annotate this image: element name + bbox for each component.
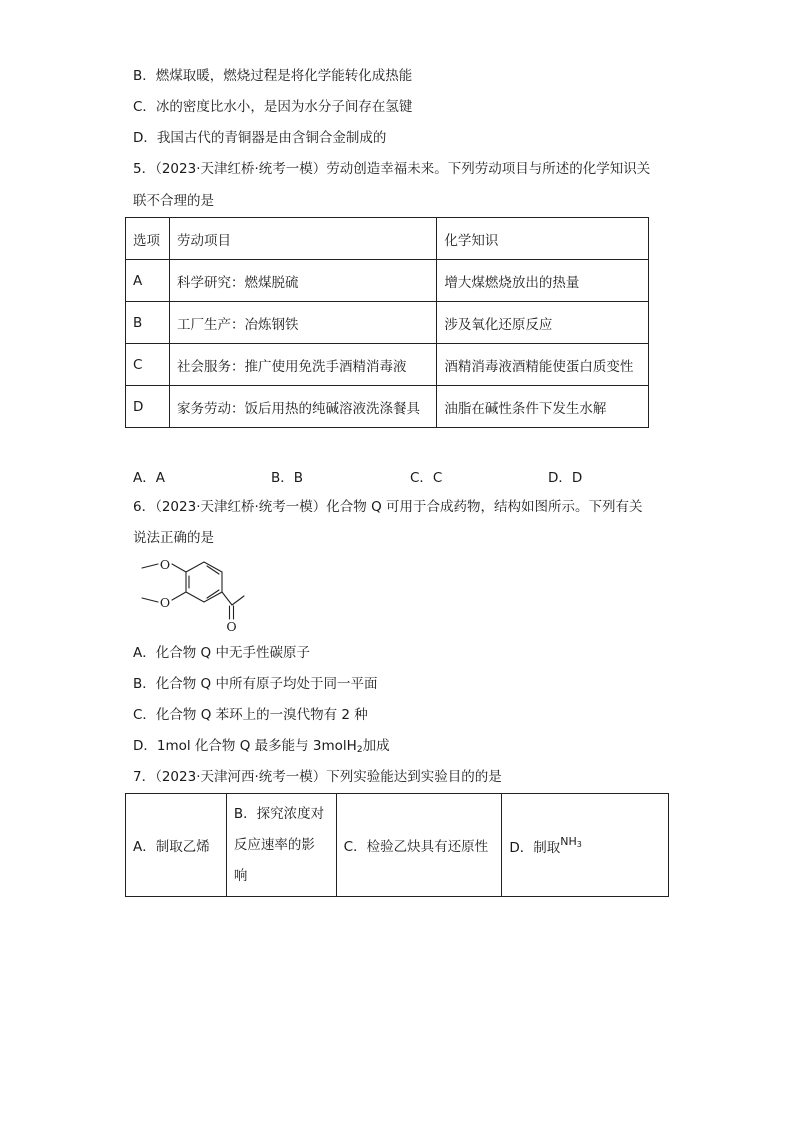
table-cell: 家务劳动：饭后用热的纯碱溶液洗涤餐具: [169, 386, 436, 428]
table-header-cell: 劳动项目: [169, 218, 436, 260]
table-header-cell: 选项: [126, 218, 170, 260]
q7-cell-c: C．检验乙炔具有还原性: [336, 794, 502, 897]
q7-cell-d-text: D．制取: [509, 839, 561, 856]
q5-stem-line1: 5．（2023·天津红桥·统考一模）劳动创造幸福未来。下列劳动项目与所述的化学知识关: [133, 161, 651, 177]
q6-stem-line2: 说法正确的是: [133, 530, 214, 546]
q6-option-d-suffix: 加成: [362, 738, 390, 754]
q6-option-c: C．化合物 Q 苯环上的一溴代物有 2 种: [133, 707, 368, 723]
atom-o-label: O: [159, 595, 171, 610]
q7-cell-d-formula: [560, 835, 582, 848]
q5-stem-line2: 联不合理的是: [133, 193, 214, 209]
table-row: [126, 344, 649, 386]
table-cell: 涉及氧化还原反应: [437, 302, 649, 344]
table-row: [126, 260, 649, 302]
atom-o-label: O: [226, 619, 237, 634]
q6-option-d-subscript: 2: [356, 745, 363, 755]
table-cell: 工厂生产：冶炼钢铁: [169, 302, 436, 344]
q6-option-d: [133, 736, 390, 760]
q7-cell-d-formula-subscript: 3: [576, 839, 582, 849]
table-cell: 科学研究：燃煤脱硫: [169, 260, 436, 302]
compound-q-structure: [128, 553, 258, 635]
q7-cell-b-line: 反应速率的影: [233, 836, 315, 853]
q5-option-c: C．C: [410, 470, 443, 486]
q7-table: [125, 793, 669, 897]
q7-cell-d-formula-main: NH: [560, 834, 577, 848]
q7-stem: 7．（2023·天津河西·统考一模）下列实验能达到实验目的的是: [133, 769, 502, 785]
q5-options: [133, 466, 653, 486]
q4-option-d: D．我国古代的青铜器是由含铜合金制成的: [133, 130, 387, 146]
q7-cell-b: [226, 794, 336, 897]
q4-option-b: B．燃煤取暖，燃烧过程是将化学能转化成热能: [133, 68, 413, 84]
q5-option-a: A．A: [133, 470, 165, 486]
table-cell: A: [126, 260, 170, 302]
q5-table: [125, 217, 649, 428]
table-cell: D: [126, 386, 170, 428]
table-row: [126, 794, 669, 897]
q7-cell-d: [502, 794, 669, 897]
q6-option-d-prefix: D．1mol 化合物 Q 最多能与 3molH: [133, 738, 357, 754]
q4-option-c: C．冰的密度比水小，是因为水分子间存在氢键: [133, 99, 413, 115]
q7-cell-b-line: B．探究浓度对: [233, 805, 325, 822]
q6-stem-line1: 6．（2023·天津红桥·统考一模）化合物 Q 可用于合成药物，结构如图所示。下列有关: [133, 499, 643, 515]
table-cell: B: [126, 302, 170, 344]
q5-option-d: D．D: [548, 470, 583, 486]
table-cell: 增大煤燃烧放出的热量: [437, 260, 649, 302]
q6-option-a: A．化合物 Q 中无手性碳原子: [133, 645, 310, 661]
q7-cell-a: A．制取乙烯: [126, 794, 227, 897]
q7-cell-b-line: 响: [233, 867, 248, 884]
table-row: [126, 302, 649, 344]
table-cell: 社会服务：推广使用免洗手酒精消毒液: [169, 344, 436, 386]
q6-option-b: B．化合物 Q 中所有原子均处于同一平面: [133, 676, 378, 692]
q5-option-b: B．B: [271, 470, 304, 486]
table-row: [126, 386, 649, 428]
table-header-cell: 化学知识: [437, 218, 649, 260]
table-cell: C: [126, 344, 170, 386]
atom-o-label: O: [159, 557, 171, 572]
table-cell: 油脂在碱性条件下发生水解: [437, 386, 649, 428]
table-cell: 酒精消毒液酒精能使蛋白质变性: [437, 344, 649, 386]
table-header-row: [126, 218, 649, 260]
